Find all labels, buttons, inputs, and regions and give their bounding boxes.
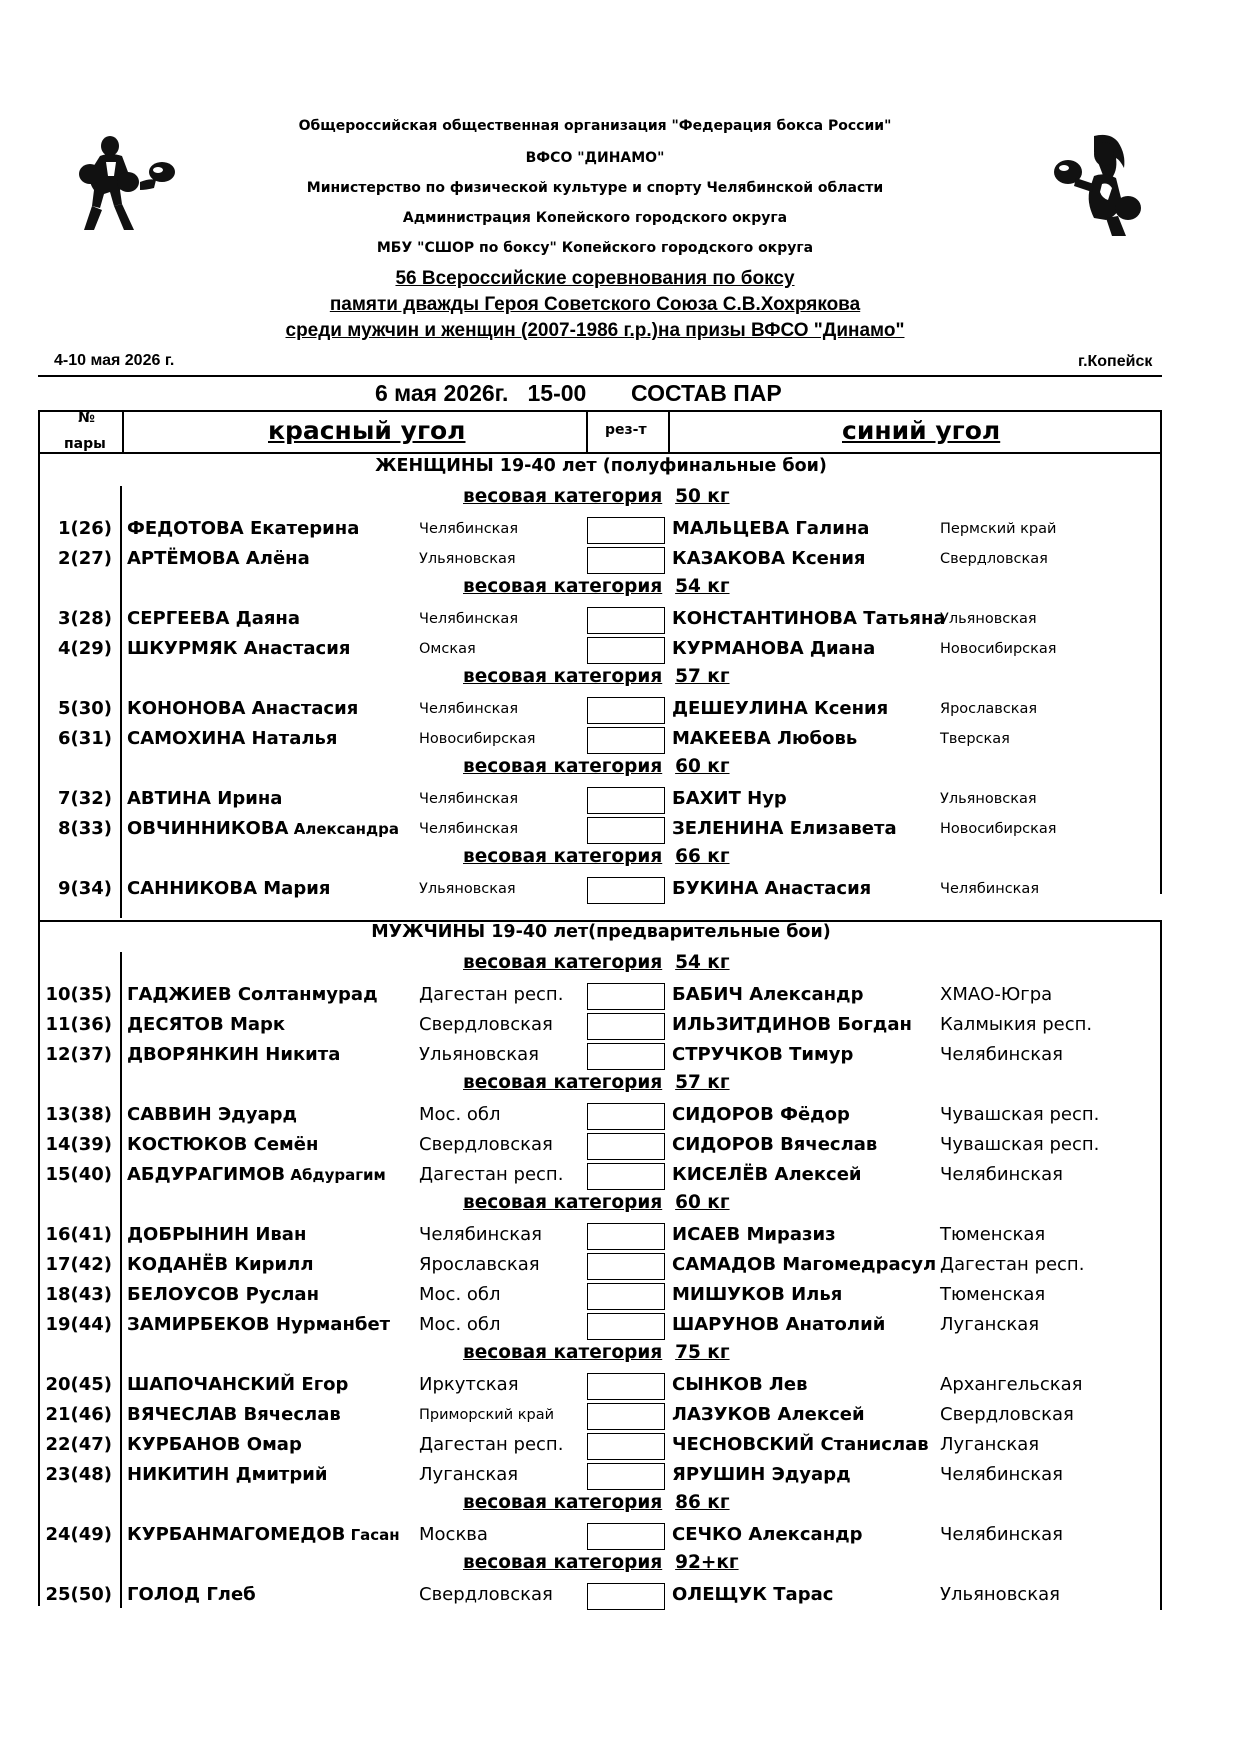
blue-boxer-name: ОЛЕЩУК Тарас <box>672 1584 834 1605</box>
red-boxer <box>127 1284 319 1305</box>
red-boxer-name: ШАПОЧАНСКИЙ Егор <box>127 1374 349 1395</box>
result-box[interactable] <box>587 877 665 904</box>
result-box[interactable] <box>587 637 665 664</box>
blue-region: Ярославская <box>940 701 1038 717</box>
table-header-bottom <box>38 452 1162 454</box>
result-box[interactable] <box>587 1253 665 1280</box>
header-result-left <box>586 410 588 454</box>
spacer <box>662 576 675 597</box>
pair-number: 21(46) <box>45 1404 112 1425</box>
red-boxer-firstname: Александра <box>288 820 400 838</box>
red-region: Челябинская <box>419 521 519 537</box>
red-boxer-name: АВТИНА Ирина <box>127 788 283 809</box>
result-box[interactable] <box>587 697 665 724</box>
red-region: Ярославская <box>419 1254 540 1275</box>
pair-number: 13(38) <box>45 1104 112 1125</box>
blue-region: Чувашская респ. <box>940 1134 1100 1155</box>
weight-category-kg: 57 кг <box>675 1072 730 1093</box>
pair-number: 10(35) <box>45 984 112 1005</box>
red-region: Москва <box>419 1524 488 1545</box>
result-box[interactable] <box>587 1133 665 1160</box>
red-boxer <box>127 984 378 1005</box>
pair-number: 3(28) <box>57 608 112 629</box>
red-boxer-firstname: Гасан <box>345 1526 400 1544</box>
blue-boxer-name: СИДОРОВ Вячеслав <box>672 1134 878 1155</box>
pair-number: 8(33) <box>57 818 112 839</box>
red-boxer <box>127 1104 297 1125</box>
weight-category-label: весовая категория <box>463 846 663 867</box>
blue-region: Челябинская <box>940 1044 1063 1065</box>
red-region: Дагестан респ. <box>419 1434 564 1455</box>
red-boxer <box>127 818 399 839</box>
red-region: Челябинская <box>419 1224 542 1245</box>
red-boxer <box>127 1434 302 1455</box>
weight-category <box>463 1192 730 1213</box>
org-line-4: Администрация Копейского городского округа <box>402 210 788 226</box>
org-line-1: Общероссийская общественная организация "Федерация бокса России" <box>298 118 892 134</box>
spacer <box>662 846 675 867</box>
blue-region: Пермский край <box>940 521 1057 537</box>
blue-boxer-name: ЗЕЛЕНИНА Елизавета <box>672 818 897 839</box>
red-boxer-firstname: Абдурагим <box>285 1166 386 1184</box>
red-boxer-name: ДОБРЫНИН Иван <box>127 1224 307 1245</box>
blue-boxer-name: КОНСТАНТИНОВА Татьяна <box>672 608 946 629</box>
weight-category-label: весовая категория <box>463 666 663 687</box>
pair-number: 7(32) <box>57 788 112 809</box>
red-region: Челябинская <box>419 611 519 627</box>
red-boxer-name: ГОЛОД Глеб <box>127 1584 256 1605</box>
header-num-divider <box>122 410 124 454</box>
red-boxer-name: ГАДЖИЕВ Солтанмурад <box>127 984 378 1005</box>
blue-boxer-name: ЛАЗУКОВ Алексей <box>672 1404 865 1425</box>
red-region: Новосибирская <box>419 731 536 747</box>
result-header: рез-т <box>605 422 647 438</box>
result-box[interactable] <box>587 547 665 574</box>
pair-number: 18(43) <box>45 1284 112 1305</box>
pair-number: 11(36) <box>45 1014 112 1035</box>
blue-region: Ульяновская <box>940 1584 1060 1605</box>
blue-boxer-name: ИСАЕВ Миразиз <box>672 1224 836 1245</box>
red-boxer-name: КОСТЮКОВ Семён <box>127 1134 319 1155</box>
weight-category-label: весовая категория <box>463 756 663 777</box>
blue-boxer-name: БАХИТ Нур <box>672 788 787 809</box>
red-boxer-name: ФЕДОТОВА Екатерина <box>127 518 360 539</box>
red-boxer <box>127 548 310 569</box>
table-top-border <box>38 410 1162 412</box>
weight-category-kg: 50 кг <box>675 486 730 507</box>
weight-category-label: весовая категория <box>463 576 663 597</box>
weight-category-kg: 75 кг <box>675 1342 730 1363</box>
result-box[interactable] <box>587 1223 665 1250</box>
red-boxer-name: АРТЁМОВА Алёна <box>127 548 310 569</box>
red-region: Иркутская <box>419 1374 519 1395</box>
weight-category <box>463 1492 730 1513</box>
header-result-right <box>668 410 670 454</box>
red-boxer <box>127 608 300 629</box>
blue-region: Луганская <box>940 1434 1040 1455</box>
blue-boxer-name: СЫНКОВ Лев <box>672 1374 808 1395</box>
red-boxer <box>127 518 359 539</box>
result-box[interactable] <box>587 1013 665 1040</box>
red-boxer <box>127 1374 348 1395</box>
weight-category-label: весовая категория <box>463 1342 663 1363</box>
blue-region: Тюменская <box>940 1284 1046 1305</box>
num-col-line-women <box>120 486 122 918</box>
section-title: ЖЕНЩИНЫ 19-40 лет (полуфинальные бои) <box>375 456 827 476</box>
red-boxer-name: ОВЧИННИКОВА <box>127 818 289 839</box>
result-box[interactable] <box>587 607 665 634</box>
blue-boxer-name: ДЕШЕУЛИНА Ксения <box>672 698 889 719</box>
event-city: г.Копейск <box>1078 353 1153 370</box>
spacer <box>662 486 675 507</box>
blue-boxer-name: МИШУКОВ Илья <box>672 1284 843 1305</box>
blue-region: Луганская <box>940 1314 1040 1335</box>
spacer <box>662 1552 675 1573</box>
red-boxer-name: КУРБАНМАГОМЕДОВ <box>127 1524 346 1545</box>
blue-corner-header: синий угол <box>842 416 1001 445</box>
result-box[interactable] <box>587 517 665 544</box>
red-region: Челябинская <box>419 791 519 807</box>
weight-category-kg: 86 кг <box>675 1492 730 1513</box>
blue-region: Ульяновская <box>940 791 1037 807</box>
weight-category <box>463 1072 730 1093</box>
weight-category-kg: 92+кг <box>675 1552 739 1573</box>
result-box[interactable] <box>587 1523 665 1550</box>
weight-category-label: весовая категория <box>463 952 663 973</box>
num-header-2: пары <box>64 436 106 452</box>
blue-boxer-name: МАКЕЕВА Любовь <box>672 728 858 749</box>
table-right-border-2 <box>1160 922 1162 1610</box>
pair-number: 15(40) <box>45 1164 112 1185</box>
red-region: Дагестан респ. <box>419 984 564 1005</box>
title-line-1: 56 Всероссийские соревнования по боксу <box>395 268 795 289</box>
weight-category-kg: 60 кг <box>675 756 730 777</box>
blue-region: Челябинская <box>940 881 1040 897</box>
red-boxer <box>127 1044 340 1065</box>
result-box[interactable] <box>587 1403 665 1430</box>
org-line-2: ВФСО "ДИНАМО" <box>525 150 665 166</box>
pair-number: 14(39) <box>45 1134 112 1155</box>
weight-category-label: весовая категория <box>463 1492 663 1513</box>
red-boxer-name: АБДУРАГИМОВ <box>127 1164 286 1185</box>
blue-region: Новосибирская <box>940 821 1057 837</box>
weight-category-kg: 54 кг <box>675 576 730 597</box>
pair-number: 22(47) <box>45 1434 112 1455</box>
weight-category-kg: 60 кг <box>675 1192 730 1213</box>
spacer <box>662 756 675 777</box>
weight-category <box>463 846 730 867</box>
red-boxer <box>127 1524 400 1545</box>
weight-category-label: весовая категория <box>463 1552 663 1573</box>
result-box[interactable] <box>587 1313 665 1340</box>
spacer <box>662 1342 675 1363</box>
weight-category-kg: 54 кг <box>675 952 730 973</box>
blue-region: Челябинская <box>940 1164 1063 1185</box>
result-box[interactable] <box>587 1163 665 1190</box>
blue-region: Челябинская <box>940 1524 1063 1545</box>
red-boxer-name: ЗАМИРБЕКОВ Нурманбет <box>127 1314 391 1335</box>
red-boxer <box>127 1134 318 1155</box>
pair-number: 1(26) <box>57 518 112 539</box>
red-boxer <box>127 728 337 749</box>
result-box[interactable] <box>587 817 665 844</box>
result-box[interactable] <box>587 1043 665 1070</box>
red-boxer-name: САВВИН Эдуард <box>127 1104 298 1125</box>
weight-category <box>463 952 730 973</box>
blue-boxer-name: КУРМАНОВА Диана <box>672 638 876 659</box>
red-boxer-name: КОНОНОВА Анастасия <box>127 698 359 719</box>
red-region: Челябинская <box>419 701 519 717</box>
weight-category-kg: 66 кг <box>675 846 730 867</box>
weight-category <box>463 1552 739 1573</box>
session-title: 6 мая 2026г. 15-00 СОСТАВ ПАР <box>375 380 782 406</box>
result-box[interactable] <box>587 1283 665 1310</box>
weight-category-label: весовая категория <box>463 1072 663 1093</box>
red-boxer <box>127 1014 285 1035</box>
red-boxer <box>127 1314 390 1335</box>
event-dates: 4-10 мая 2026 г. <box>54 352 175 369</box>
red-boxer <box>127 788 282 809</box>
blue-boxer-name: БУКИНА Анастасия <box>672 878 872 899</box>
blue-region: Тверская <box>940 731 1010 747</box>
spacer <box>662 1072 675 1093</box>
red-region: Свердловская <box>419 1134 553 1155</box>
blue-region: Архангельская <box>940 1374 1083 1395</box>
weight-category <box>463 486 730 507</box>
red-boxer-name: ДЕСЯТОВ Марк <box>127 1014 286 1035</box>
pair-number: 24(49) <box>45 1524 112 1545</box>
blue-region: Калмыкия респ. <box>940 1014 1093 1035</box>
title-line-2: памяти дважды Героя Советского Союза С.В.Хохрякова <box>329 294 861 315</box>
weight-category <box>463 666 730 687</box>
blue-region: Ульяновская <box>940 611 1037 627</box>
blue-region: Чувашская респ. <box>940 1104 1100 1125</box>
red-region: Мос. обл <box>419 1284 501 1305</box>
red-region: Челябинская <box>419 821 519 837</box>
weight-category-kg: 57 кг <box>675 666 730 687</box>
red-region: Мос. обл <box>419 1314 501 1335</box>
num-header-1: № <box>78 410 95 426</box>
red-region: Омская <box>419 641 476 657</box>
red-boxer-name: СЕРГЕЕВА Даяна <box>127 608 300 629</box>
result-box[interactable] <box>587 1373 665 1400</box>
blue-boxer-name: САМАДОВ Магомедрасул <box>672 1254 937 1275</box>
pair-number: 6(31) <box>57 728 112 749</box>
org-line-3: Министерство по физической культуре и спорту Челябинской области <box>306 180 884 196</box>
red-boxer-name: КОДАНЁВ Кирилл <box>127 1254 314 1275</box>
red-boxer <box>127 1254 314 1275</box>
spacer <box>662 666 675 687</box>
weight-category-label: весовая категория <box>463 486 663 507</box>
red-boxer-name: САМОХИНА Наталья <box>127 728 338 749</box>
result-box[interactable] <box>587 1583 665 1610</box>
pair-number: 20(45) <box>45 1374 112 1395</box>
weight-category <box>463 576 730 597</box>
table-right-border <box>1160 410 1162 894</box>
blue-boxer-name: ЯРУШИН Эдуард <box>672 1464 851 1485</box>
title-line-3: среди мужчин и женщин (2007-1986 г.р.)на призы ВФСО "Динамо" <box>285 320 905 341</box>
blue-region: Свердловская <box>940 1404 1074 1425</box>
red-boxer-name: ШКУРМЯК Анастасия <box>127 638 351 659</box>
blue-boxer-name: СТРУЧКОВ Тимур <box>672 1044 854 1065</box>
spacer <box>662 952 675 973</box>
red-boxer <box>127 1584 256 1605</box>
red-region: Свердловская <box>419 1584 553 1605</box>
result-box[interactable] <box>587 787 665 814</box>
pair-number: 2(27) <box>57 548 112 569</box>
red-region: Ульяновская <box>419 1044 539 1065</box>
result-box[interactable] <box>587 727 665 754</box>
red-boxer <box>127 1404 341 1425</box>
blue-boxer-name: БАБИЧ Александр <box>672 984 864 1005</box>
pair-number: 17(42) <box>45 1254 112 1275</box>
blue-boxer-name: ШАРУНОВ Анатолий <box>672 1314 886 1335</box>
pair-number: 12(37) <box>45 1044 112 1065</box>
blue-region: ХМАО-Югра <box>940 984 1053 1005</box>
red-corner-header: красный угол <box>268 416 466 445</box>
spacer <box>662 1192 675 1213</box>
header-divider <box>38 375 1162 377</box>
red-boxer <box>127 878 330 899</box>
red-region: Мос. обл <box>419 1104 501 1125</box>
pair-number: 4(29) <box>57 638 112 659</box>
blue-region: Свердловская <box>940 551 1048 567</box>
red-boxer-name: НИКИТИН Дмитрий <box>127 1464 328 1485</box>
blue-region: Новосибирская <box>940 641 1057 657</box>
blue-boxer-name: ЧЕСНОВСКИЙ Станислав <box>672 1434 929 1455</box>
red-region: Луганская <box>419 1464 519 1485</box>
red-boxer-name: ДВОРЯНКИН Никита <box>127 1044 341 1065</box>
red-boxer-name: САННИКОВА Мария <box>127 878 331 899</box>
red-boxer-name: КУРБАНОВ Омар <box>127 1434 302 1455</box>
weight-category <box>463 756 730 777</box>
red-boxer <box>127 1464 327 1485</box>
pair-number: 5(30) <box>57 698 112 719</box>
red-boxer <box>127 638 350 659</box>
pair-number: 19(44) <box>45 1314 112 1335</box>
spacer <box>662 1492 675 1513</box>
num-col-line-men <box>120 952 122 1608</box>
blue-region: Челябинская <box>940 1464 1063 1485</box>
blue-boxer-name: СЕЧКО Александр <box>672 1524 863 1545</box>
pair-number: 16(41) <box>45 1224 112 1245</box>
pair-number: 25(50) <box>45 1584 112 1605</box>
red-boxer-name: БЕЛОУСОВ Руслан <box>127 1284 320 1305</box>
blue-boxer-name: ИЛЬЗИТДИНОВ Богдан <box>672 1014 912 1035</box>
red-boxer <box>127 1164 386 1185</box>
blue-region: Дагестан респ. <box>940 1254 1085 1275</box>
red-boxer <box>127 1224 306 1245</box>
blue-region: Тюменская <box>940 1224 1046 1245</box>
org-line-5: МБУ "СШОР по боксу" Копейского городского округа <box>376 240 814 256</box>
blue-boxer-name: КИСЕЛЁВ Алексей <box>672 1164 862 1185</box>
red-region: Ульяновская <box>419 881 516 897</box>
weight-category <box>463 1342 730 1363</box>
red-boxer-name: ВЯЧЕСЛАВ Вячеслав <box>127 1404 341 1425</box>
section-title: МУЖЧИНЫ 19-40 лет(предварительные бои) <box>371 922 831 942</box>
weight-category-label: весовая категория <box>463 1192 663 1213</box>
red-region: Дагестан респ. <box>419 1164 564 1185</box>
table-left-border <box>38 410 40 1606</box>
result-box[interactable] <box>587 1103 665 1130</box>
result-box[interactable] <box>587 983 665 1010</box>
red-region: Приморский край <box>419 1407 555 1423</box>
red-region: Ульяновская <box>419 551 516 567</box>
blue-boxer-name: КАЗАКОВА Ксения <box>672 548 866 569</box>
red-region: Свердловская <box>419 1014 553 1035</box>
blue-boxer-name: МАЛЬЦЕВА Галина <box>672 518 870 539</box>
result-box[interactable] <box>587 1433 665 1460</box>
pair-number: 9(34) <box>57 878 112 899</box>
red-boxer <box>127 698 358 719</box>
blue-boxer-name: СИДОРОВ Фёдор <box>672 1104 850 1125</box>
pair-number: 23(48) <box>45 1464 112 1485</box>
result-box[interactable] <box>587 1463 665 1490</box>
